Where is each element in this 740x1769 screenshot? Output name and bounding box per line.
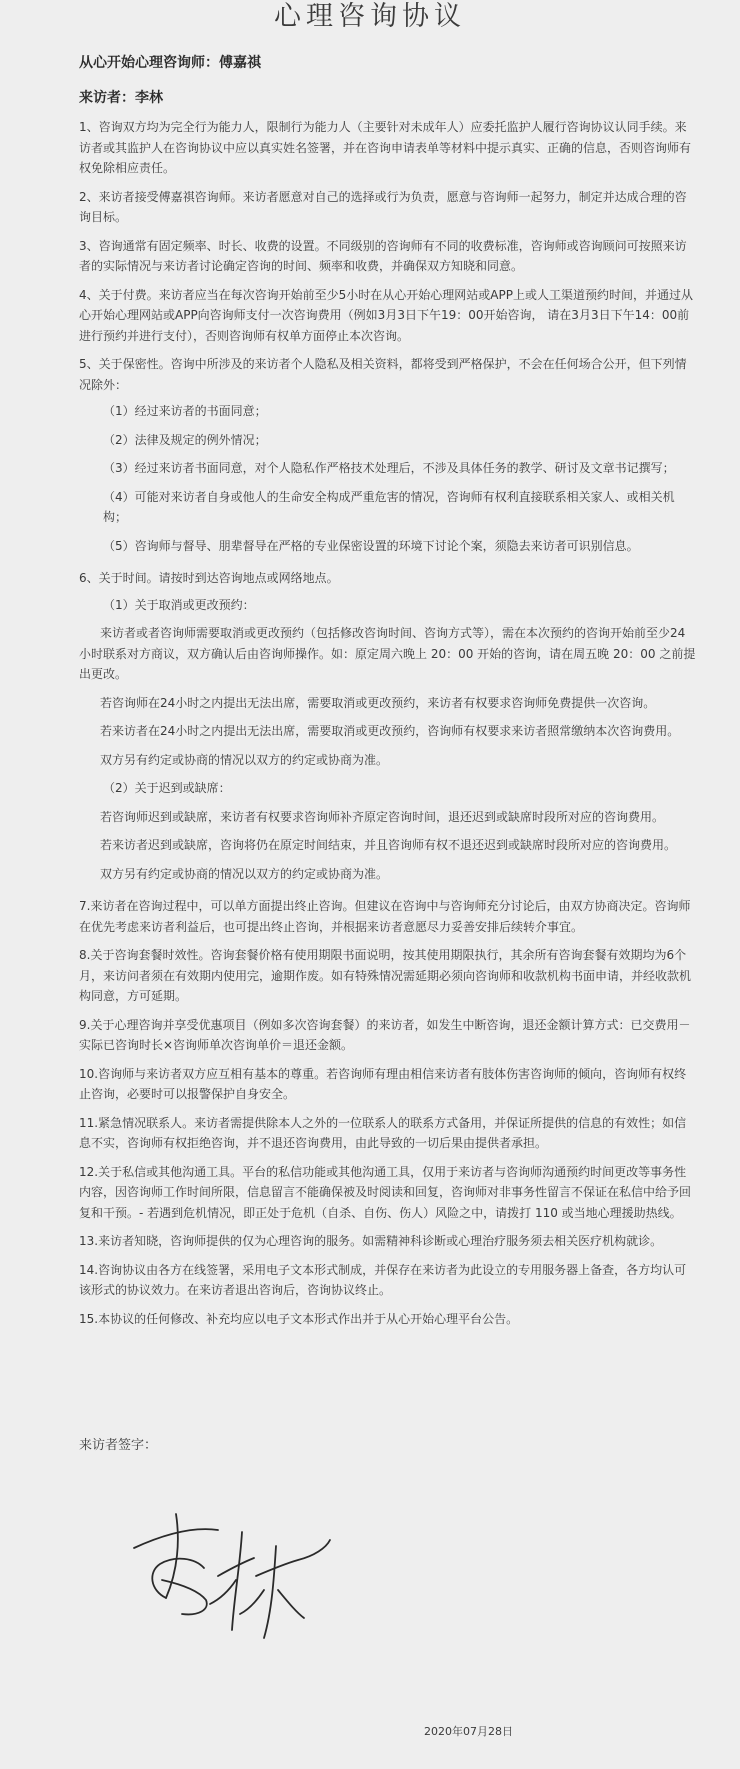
clause-3: 3、咨询通常有固定频率、时长、收费的设置。不同级别的咨询师有不同的收费标准，咨询师或咨询顾问可按照来访者的实际情况与来访者讨论确定咨询的时间、频率和收费，并确保双方知晓和同意。	[79, 238, 687, 273]
visitor-line: 来访者：李林	[79, 90, 163, 106]
clause-11: 11.紧急情况联系人。来访者需提供除本人之外的一位联系人的联系方式备用，并保证所提供的信息的有效性；如信息不实，咨询师有权拒绝咨询，并不退还咨询费用，由此导致的一切后果由提供者承担。	[79, 1115, 687, 1150]
clause-6-late-line: 双方另有约定或协商的情况以双方的约定或协商为准。	[100, 866, 389, 881]
clause-10: 10.咨询师与来访者双方应互相有基本的尊重。若咨询师有理由相信来访者有肢体伤害咨询师的倾向，咨询师有权终止咨询，必要时可以报警保护自身安全。	[79, 1066, 687, 1101]
clause-6: 6、关于时间。请按时到达咨询地点或网络地点。	[79, 571, 339, 585]
clause-4: 4、关于付费。来访者应当在每次咨询开始前至少5小时在从心开始心理网站或APP上或人工渠道预约时间，并通过从心开始心理网站或APP向咨询师支付一次咨询费用（例如3月3日下午19：00开始咨询， 请在3月3日下午14：00前进行预约并进行支付），否则咨询师有权单方面停止本次咨询。	[79, 287, 693, 343]
confidentiality-exception: （4）可能对来访者自身或他人的生命安全构成严重危害的情况，咨询师有权利直接联系相关家人、或相关机构；	[103, 489, 675, 524]
clause-14: 14.咨询协议由各方在线签署，采用电子文本形式制成，并保存在来访者为此设立的专用服务器上备查，各方均认可该形式的协议效力。在来访者退出咨询后，咨询协议终止。	[79, 1262, 687, 1297]
confidentiality-exception: （1）经过来访者的书面同意；	[103, 404, 267, 418]
confidentiality-exception: （3）经过来访者书面同意，对个人隐私作严格技术处理后，不涉及具体任务的教学、研讨及文章书记撰写；	[103, 461, 675, 475]
clause-6-cancel-line: 若咨询师在24小时之内提出无法出席，需要取消或更改预约，来访者有权要求咨询师免费提供一次咨询。	[100, 695, 656, 710]
agreement-body	[79, 117, 697, 1337]
document-title: 心理咨询协议	[274, 1, 466, 32]
signing-date: 2020年07月28日	[424, 1725, 513, 1738]
clause-8: 8.关于咨询套餐时效性。咨询套餐价格有使用期限书面说明，按其使用期限执行，其余所有咨询套餐有效期均为6个月，来访问者须在有效期内使用完，逾期作废。如有特殊情况需延期必须向咨询师和收款机构书面申请，并经收款机构同意，方可延期。	[79, 948, 692, 1003]
clause-6-cancel-paragraph: 来访者或者咨询师需要取消或更改预约（包括修改咨询时间、咨询方式等），需在本次预约的咨询开始前至少24小时联系对方商议，双方确认后由咨询师操作。如：原定周六晚上 20：00 开始的咨询，请在周五晚 20：00 之前提出更改。	[79, 626, 696, 681]
signature-label: 来访者签字：	[79, 1438, 158, 1453]
confidentiality-exception: （2）法律及规定的例外情况；	[103, 432, 267, 447]
clause-15: 15.本协议的任何修改、补充均应以电子文本形式作出并于从心开始心理平台公告。	[79, 1311, 519, 1326]
clause-1: 1、咨询双方均为完全行为能力人，限制行为能力人（主要针对未成年人）应委托监护人履行咨询协议认同手续。来访者或其监护人在咨询协议中应以真实姓名签署，并在咨询申请表单等材料中提示真实、正确的信息，否则咨询师有权免除相应责任。	[79, 120, 692, 175]
clause-7: 7.来访者在咨询过程中，可以单方面提出终止咨询。但建议在咨询中与咨询师充分讨论后，由双方协商决定。咨询师在优先考虑来访者利益后，也可提出终止咨询，并根据来访者意愿尽力妥善安排后续转介事宜。	[79, 899, 691, 934]
clause-13: 13.来访者知晓，咨询师提供的仅为心理咨询的服务。如需精神科诊断或心理治疗服务须去相关医疗机构就诊。	[79, 1234, 663, 1248]
clause-6-late-line: 若来访者迟到或缺席，咨询将仍在原定时间结束，并且咨询师有权不退还迟到或缺席时段所对应的咨询费用。	[100, 838, 677, 852]
handwritten-signature	[120, 1480, 340, 1660]
clause-2: 2、来访者接受傅嘉祺咨询师。来访者愿意对自己的选择或行为负责，愿意与咨询师一起努力，制定并达成合理的咨询目标。	[79, 189, 687, 224]
counselor-line: 从心开始心理咨询师：傅嘉祺	[79, 55, 261, 71]
clause-6-late-line: 若咨询师迟到或缺席，来访者有权要求咨询师补齐原定咨询时间，退还迟到或缺席时段所对应的咨询费用。	[100, 809, 665, 824]
clause-12: 12.关于私信或其他沟通工具。平台的私信功能或其他沟通工具，仅用于来访者与咨询师沟通预约时间更改等事务性内容，因咨询师工作时间所限，信息留言不能确保被及时阅读和回复，咨询师对非事务性留言不保证在私信中给予回复和干预。- 若遇到危机情况，即正处于危机（自杀、自伤、伤人）风险之中，请拨打 110 或当地心理援助热线。	[79, 1164, 692, 1220]
clause-6-subheading-late: （2）关于迟到或缺席：	[103, 781, 231, 795]
clause-6-subheading-cancel: （1）关于取消或更改预约：	[103, 597, 255, 612]
clause-9: 9.关于心理咨询并享受优惠项目（例如多次咨询套餐）的来访者，如发生中断咨询，退还金额计算方式：已交费用－实际已咨询时长×咨询师单次咨询单价＝退还金额。	[79, 1017, 691, 1052]
clause-6-cancel-line: 双方另有约定或协商的情况以双方的约定或协商为准。	[100, 752, 389, 767]
confidentiality-exception: （5）咨询师与督导、朋辈督导在严格的专业保密设置的环境下讨论个案，须隐去来访者可识别信息。	[103, 538, 639, 553]
clause-6-cancel-line: 若来访者在24小时之内提出无法出席，需要取消或更改预约，咨询师有权要求来访者照常缴纳本次咨询费用。	[100, 724, 680, 738]
clause-5: 5、关于保密性。咨询中所涉及的来访者个人隐私及相关资料，都将受到严格保护，不会在任何场合公开，但下列情况除外：	[79, 357, 687, 392]
